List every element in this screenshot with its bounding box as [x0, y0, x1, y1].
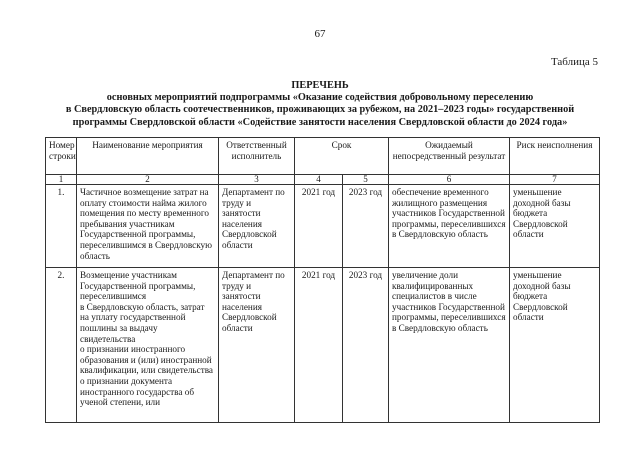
column-number: 7	[510, 175, 600, 185]
heading-title: ПЕРЕЧЕНЬ	[291, 80, 349, 91]
activity-name: Частичное возмещение затрат на оплату стоимости найма жилого помещения по месту временного пребывания участникам Государственной программы, переселившимся в Свердловскую область	[77, 185, 219, 268]
header-result: Ожидаемый непосредственный результат	[389, 138, 510, 175]
page-number: 67	[314, 28, 326, 40]
table-row	[46, 268, 600, 423]
header-name: Наименование мероприятия	[77, 138, 219, 175]
column-number-row	[46, 175, 600, 185]
risk-of-failure: уменьшение доходной базы бюджета Свердловской области	[510, 185, 600, 268]
term-start: 2021 год	[295, 268, 343, 423]
responsible-executor: Департамент по труду и занятости населения Свердловской области	[219, 185, 295, 268]
expected-result: увеличение доли квалифицированных специалистов в числе участников Государственной программы, переселившихся в Свердловскую область	[389, 268, 510, 423]
term-start: 2021 год	[295, 185, 343, 268]
term-end: 2023 год	[343, 185, 389, 268]
term-end: 2023 год	[343, 268, 389, 423]
heading-line-1: основных мероприятий подпрограммы «Оказание содействия добровольному переселению	[106, 92, 534, 104]
activities-table	[45, 137, 600, 423]
responsible-executor: Департамент по труду и занятости населения Свердловской области	[219, 268, 295, 423]
column-number: 1	[46, 175, 77, 185]
column-number: 3	[219, 175, 295, 185]
row-number: 1.	[46, 185, 77, 268]
header-risk: Риск неисполнения	[510, 138, 600, 175]
header-term: Срок	[295, 138, 389, 175]
header-num: Номер строки	[46, 138, 77, 175]
expected-result: обеспечение временного жилищного размещения участников Государственной программы, переселившихся в Свердловскую область	[389, 185, 510, 268]
column-number: 6	[389, 175, 510, 185]
heading-line-3: программы Свердловской области «Содействие занятости населения Свердловской области до 2024 года»	[72, 116, 568, 128]
column-number: 4	[295, 175, 343, 185]
column-number: 5	[343, 175, 389, 185]
header-executor: Ответственный исполнитель	[219, 138, 295, 175]
document-heading	[40, 80, 600, 129]
table-row	[46, 185, 600, 268]
risk-of-failure: уменьшение доходной базы бюджета Свердловской области	[510, 268, 600, 423]
activity-name: Возмещение участникам Государственной программы, переселившимся в Свердловскую область, затрат на уплату государственной пошлины за выдачу свидетельства о признании иностранного образования и (или) иностранной квалификации, или свидетельства о признании документа иностранного государства об ученой степени, или	[77, 268, 219, 423]
table-header-row	[46, 138, 600, 175]
column-number: 2	[77, 175, 219, 185]
row-number: 2.	[46, 268, 77, 423]
heading-line-2: в Свердловскую область соотечественников, проживающих за рубежом, на 2021–2023 годы» государственной	[65, 104, 575, 116]
table-label: Таблица 5	[550, 56, 598, 68]
